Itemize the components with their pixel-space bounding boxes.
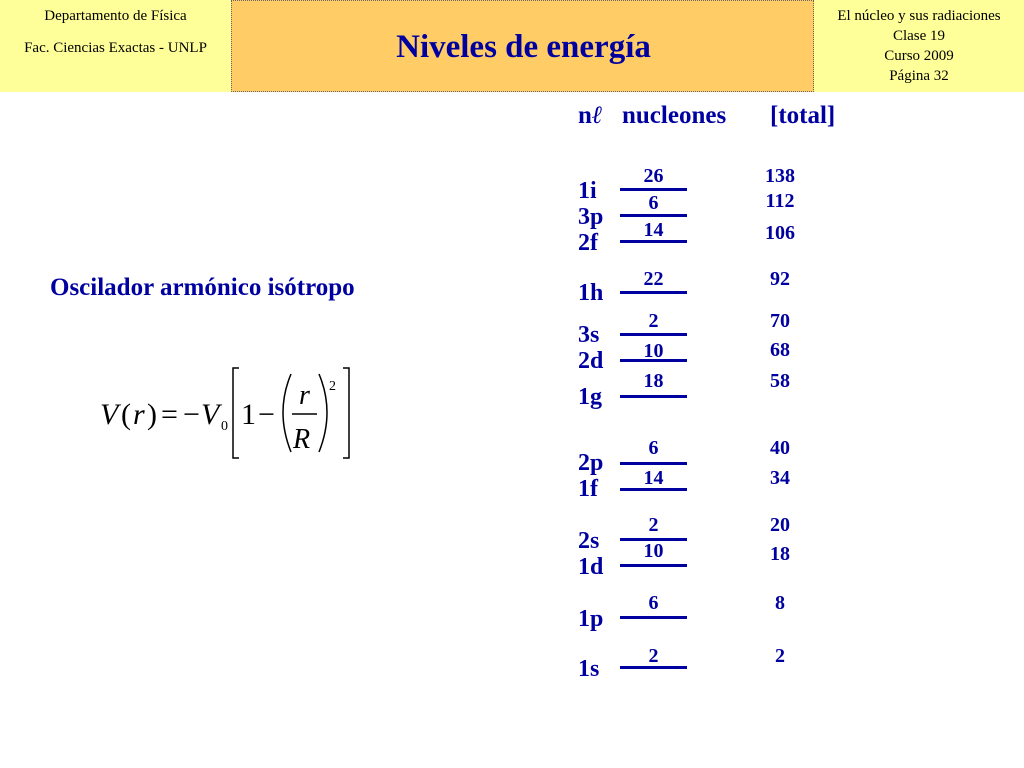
level-label: 2d <box>578 348 604 374</box>
level-label: 3p <box>578 204 604 230</box>
level-total: 138 <box>765 165 795 187</box>
level-nucleons: 2 <box>648 310 659 332</box>
level-nucleons: 10 <box>643 340 664 362</box>
nl-column-head <box>578 102 603 130</box>
total-column-head: [total] <box>770 102 836 129</box>
formula-paren-open: ( <box>121 398 131 431</box>
level-label: 1f <box>578 476 598 502</box>
level-label: 2s <box>578 528 600 554</box>
course-year: Curso 2009 <box>884 48 954 64</box>
faculty-label: Fac. Ciencias Exactas - UNLP <box>24 40 207 56</box>
level-total: 40 <box>770 437 790 459</box>
formula-paren-big-open <box>283 374 291 452</box>
formula-num: r <box>299 380 310 411</box>
level-label: 1g <box>578 384 602 410</box>
slide-title: Niveles de energía <box>396 29 651 65</box>
level-nucleons: 6 <box>648 437 659 459</box>
formula-equals: = <box>161 398 178 431</box>
header-right-box <box>814 0 1024 92</box>
level-line <box>620 616 687 619</box>
n-symbol: n <box>578 102 592 129</box>
level-nucleons: 22 <box>643 268 664 290</box>
level-total: 58 <box>770 370 790 392</box>
level-line <box>620 564 687 567</box>
formula-V: V <box>100 398 119 431</box>
level-total: 34 <box>770 467 790 489</box>
formula-exponent: 2 <box>329 379 336 394</box>
level-label: 1p <box>578 606 604 632</box>
level-label: 2p <box>578 450 604 476</box>
level-label: 1i <box>578 178 597 204</box>
level-total: 20 <box>770 514 790 536</box>
level-nucleons: 18 <box>643 370 664 392</box>
level-line <box>620 333 687 336</box>
level-label: 1d <box>578 554 604 580</box>
level-label: 1s <box>578 656 600 682</box>
level-total: 18 <box>770 543 790 565</box>
level-total: 112 <box>765 190 795 212</box>
formula-sub0: 0 <box>221 419 228 434</box>
level-total: 8 <box>775 592 785 614</box>
level-label: 2f <box>578 230 598 256</box>
level-line <box>620 188 687 191</box>
l-symbol: ℓ <box>591 102 603 129</box>
level-nucleons: 10 <box>643 540 664 562</box>
class-number: Clase 19 <box>892 28 946 44</box>
nucleons-column-head: nucleones <box>622 102 727 129</box>
oscillator-subtitle: Oscilador armónico isótropo <box>50 274 355 301</box>
page-number: Página 32 <box>889 68 949 84</box>
level-nucleons: 14 <box>643 467 664 489</box>
formula-minus2: − <box>258 398 275 431</box>
formula-paren-big-close <box>319 374 327 452</box>
level-nucleons: 26 <box>643 165 664 187</box>
level-nucleons: 2 <box>648 645 659 667</box>
formula-V0: V <box>201 398 220 431</box>
level-nucleons: 6 <box>648 592 659 614</box>
level-total: 70 <box>770 310 790 332</box>
formula-bracket-right <box>343 368 349 458</box>
level-total: 68 <box>770 339 790 361</box>
formula-minus: − <box>183 398 200 431</box>
level-total: 106 <box>765 222 795 244</box>
level-total: 2 <box>775 645 785 667</box>
department-label: Departamento de Física <box>44 8 187 24</box>
level-nucleons: 14 <box>643 219 664 241</box>
formula-den: R <box>293 424 311 455</box>
formula-bracket-left <box>233 368 239 458</box>
formula-paren-close: ) <box>147 398 157 431</box>
course-name: El núcleo y sus radiaciones <box>837 8 1001 24</box>
level-line <box>620 462 687 465</box>
formula-one: 1 <box>241 398 256 431</box>
level-label: 3s <box>578 322 600 348</box>
formula-r: r <box>133 398 145 431</box>
header-left-box <box>0 0 231 92</box>
potential-formula <box>95 362 365 462</box>
header-title-box <box>231 0 814 92</box>
level-line <box>620 291 687 294</box>
level-total: 92 <box>770 268 790 290</box>
level-label: 1h <box>578 280 604 306</box>
level-nucleons: 2 <box>648 514 659 536</box>
level-line <box>620 395 687 398</box>
level-nucleons: 6 <box>648 192 659 214</box>
